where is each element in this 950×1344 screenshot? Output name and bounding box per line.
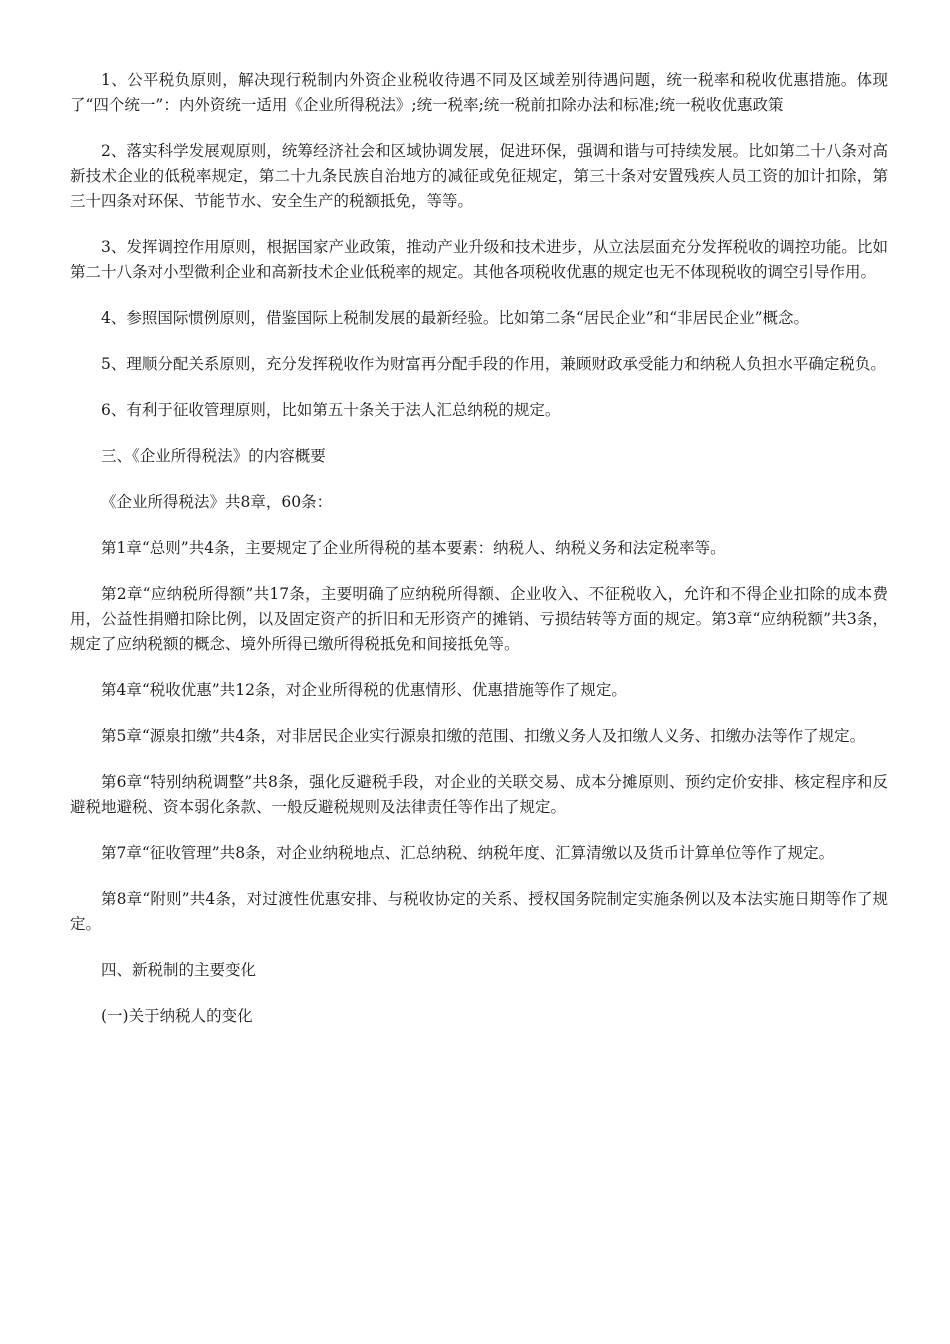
paragraph-overview: 《企业所得税法》共8章，60条： xyxy=(101,493,333,511)
paragraph-chapter-7: 第7章“征收管理”共8条，对企业纳税地点、汇总纳税、纳税年度、汇算清缴以及货币计算单位等作了规定。 xyxy=(101,844,835,862)
paragraph-chapter-5: 第5章“源泉扣缴”共4条，对非居民企业实行源泉扣缴的范围、扣缴义务人及扣缴人义务、扣缴办法等作了规定。 xyxy=(101,727,866,745)
paragraph-principle-5: 5、理顺分配关系原则，充分发挥税收作为财富再分配手段的作用，兼顾财政承受能力和纳税人负担水平确定税负。 xyxy=(101,355,886,373)
subsection-heading-1: (一)关于纳税人的变化 xyxy=(101,1007,253,1025)
paragraph-principle-1: 1、公平税负原则，解决现行税制内外资企业税收待遇不同及区域差别待遇问题，统一税率和税收优惠措施。体现了“四个统一”：内外资统一适用《企业所得税法》;统一税率;统一税前扣除办法和标准;统一税收优惠政策 xyxy=(70,71,888,114)
paragraph-principle-2: 2、落实科学发展观原则，统筹经济社会和区域协调发展，促进环保，强调和谐与可持续发展。比如第二十八条对高新技术企业的低税率规定，第二十九条民族自治地方的减征或免征规定，第三十条对安置残疾人员工资的加计扣除，第三十四条对环保、节能节水、安全生产的税额抵免，等等。 xyxy=(70,142,888,210)
paragraph-chapter-8: 第8章“附则”共4条，对过渡性优惠安排、与税收协定的关系、授权国务院制定实施条例以及本法实施日期等作了规定。 xyxy=(70,890,888,933)
paragraph-principle-6: 6、有利于征收管理原则，比如第五十条关于法人汇总纳税的规定。 xyxy=(101,401,561,419)
section-heading-3: 三、《企业所得税法》的内容概要 xyxy=(101,447,326,465)
paragraph-principle-4: 4、参照国际惯例原则，借鉴国际上税制发展的最新经验。比如第二条“居民企业”和“非居民企业”概念。 xyxy=(101,309,810,327)
section-heading-4: 四、新税制的主要变化 xyxy=(101,961,257,979)
paragraph-chapter-2-3: 第2章“应纳税所得额”共17条，主要明确了应纳税所得额、企业收入、不征税收入，允许和不得企业扣除的成本费用，公益性捐赠扣除比例，以及固定资产的折旧和无形资产的摊销、亏损结转等方面的规定。第3章“应纳税额”共3条，规定了应纳税额的概念、境外所得已缴所得税抵免和间接抵免等。 xyxy=(70,585,888,653)
paragraph-chapter-6: 第6章“特别纳税调整”共8条，强化反避税手段，对企业的关联交易、成本分摊原则、预约定价安排、核定程序和反避税地避税、资本弱化条款、一般反避税规则及法律责任等作出了规定。 xyxy=(70,773,888,816)
paragraph-chapter-1: 第1章“总则”共4条，主要规定了企业所得税的基本要素：纳税人、纳税义务和法定税率等。 xyxy=(101,539,726,557)
document-body xyxy=(70,68,888,1050)
paragraph-principle-3: 3、发挥调控作用原则，根据国家产业政策，推动产业升级和技术进步，从立法层面充分发挥税收的调控功能。比如第二十八条对小型微利企业和高新技术企业低税率的规定。其他各项税收优惠的规定也无不体现税收的调空引导作用。 xyxy=(70,238,888,281)
paragraph-chapter-4: 第4章“税收优惠”共12条，对企业所得税的优惠情形、优惠措施等作了规定。 xyxy=(101,681,627,699)
